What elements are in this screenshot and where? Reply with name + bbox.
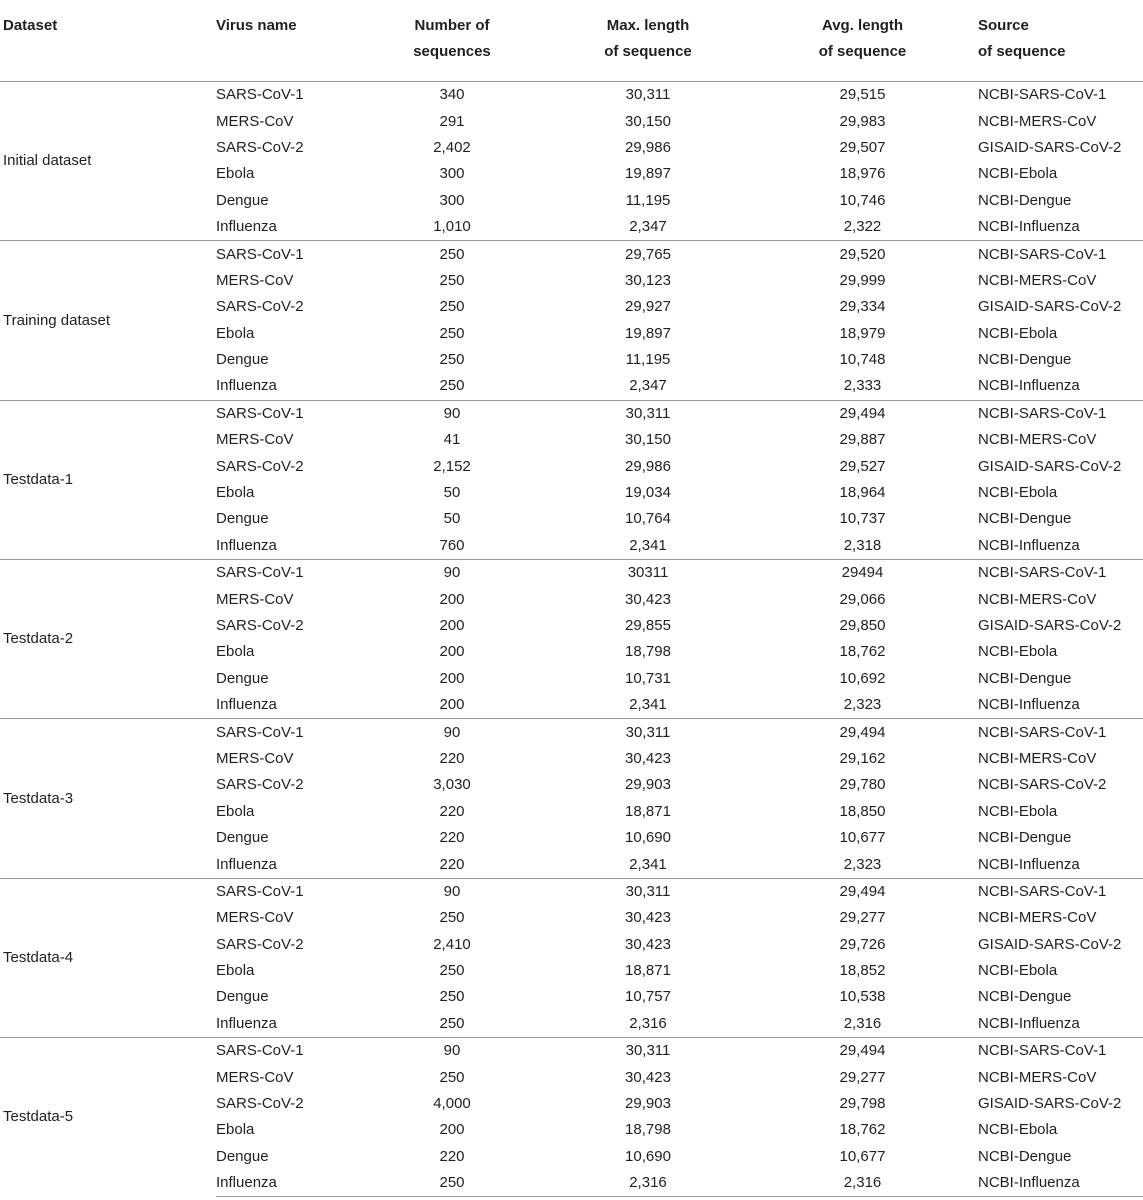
number-of-sequences-cell: 2,152	[433, 457, 471, 475]
max-length-cell: 10,764	[625, 510, 671, 528]
max-length-cell: 30,423	[625, 749, 671, 767]
source-cell: NCBI-SARS-CoV-1	[978, 560, 1143, 587]
max-length-cell: 30,150	[625, 112, 671, 130]
max-length-cell: 18,871	[625, 962, 671, 980]
number-of-sequences-cell: 41	[443, 431, 461, 449]
number-of-sequences-cell: 300	[439, 165, 465, 183]
max-length-cell: 2,316	[549, 1170, 747, 1197]
virus-name-cell: Dengue	[216, 669, 269, 687]
number-of-sequences-cell: 200	[355, 692, 549, 719]
virus-name-cell: Ebola	[216, 962, 255, 980]
source-cell: NCBI-MERS-CoV	[978, 909, 1097, 927]
avg-length-cell: 29494	[747, 560, 978, 587]
number-of-sequences-cell: 200	[439, 669, 465, 687]
max-length-cell: 10,731	[625, 669, 671, 687]
max-length-cell: 30,311	[549, 878, 747, 905]
table-row	[0, 719, 1143, 746]
avg-length-cell: 29,520	[747, 241, 978, 268]
source-cell: NCBI-Dengue	[978, 191, 1072, 209]
virus-name-cell: Ebola	[216, 1121, 255, 1139]
dataset-group-label: Initial dataset	[0, 82, 216, 241]
number-of-sequences-cell: 200	[439, 1121, 465, 1139]
dataset-group-label: Testdata-5	[0, 1038, 216, 1197]
max-length-cell: 2,341	[549, 692, 747, 719]
virus-name-cell: Ebola	[216, 643, 255, 661]
avg-length-cell: 18,852	[839, 962, 886, 980]
avg-length-cell: 10,746	[839, 191, 886, 209]
virus-name-cell: SARS-CoV-1	[216, 719, 355, 746]
source-cell: GISAID-SARS-CoV-2	[978, 617, 1122, 634]
max-length-cell: 19,034	[625, 484, 671, 502]
header-number-of-sequences-line2: sequences	[413, 43, 491, 60]
source-cell: GISAID-SARS-CoV-2	[978, 298, 1122, 316]
virus-name-cell: MERS-CoV	[216, 1068, 294, 1086]
source-cell: NCBI-MERS-CoV	[978, 1068, 1097, 1086]
max-length-cell: 30,123	[625, 271, 671, 289]
virus-name-cell: SARS-CoV-2	[216, 776, 304, 794]
source-cell: NCBI-SARS-CoV-1	[978, 241, 1143, 268]
max-length-cell: 2,347	[549, 214, 747, 241]
max-length-cell: 2,341	[549, 851, 747, 878]
dataset-group-label: Testdata-3	[0, 719, 216, 878]
avg-length-cell: 29,494	[747, 400, 978, 427]
virus-name-cell: SARS-CoV-1	[216, 400, 355, 427]
max-length-cell: 11,195	[625, 351, 671, 369]
virus-name-cell: SARS-CoV-1	[216, 241, 355, 268]
header-virus-name-label: Virus name	[216, 17, 297, 34]
source-cell: NCBI-Dengue	[978, 669, 1072, 687]
header-max-length	[549, 0, 747, 82]
avg-length-cell: 10,538	[839, 988, 886, 1006]
virus-name-cell: MERS-CoV	[216, 431, 294, 449]
avg-length-cell: 18,850	[839, 802, 886, 820]
max-length-cell: 29,765	[549, 241, 747, 268]
source-cell: NCBI-Dengue	[978, 351, 1072, 369]
virus-name-cell: SARS-CoV-1	[216, 82, 355, 109]
source-cell: GISAID-SARS-CoV-2	[978, 935, 1122, 953]
number-of-sequences-cell: 1,010	[355, 214, 549, 241]
number-of-sequences-cell: 220	[439, 749, 465, 767]
number-of-sequences-cell: 220	[439, 829, 465, 847]
virus-name-cell: SARS-CoV-2	[216, 935, 304, 953]
max-length-cell: 10,690	[625, 1147, 671, 1165]
avg-length-cell: 2,316	[747, 1011, 978, 1038]
avg-length-cell: 29,515	[747, 82, 978, 109]
virus-name-cell: MERS-CoV	[216, 749, 294, 767]
max-length-cell: 29,986	[625, 457, 671, 475]
virus-name-cell: Dengue	[216, 988, 269, 1006]
number-of-sequences-cell: 200	[439, 617, 465, 634]
avg-length-cell: 29,494	[747, 1038, 978, 1065]
virus-name-cell: MERS-CoV	[216, 909, 294, 927]
virus-name-cell: Influenza	[216, 373, 355, 400]
avg-length-cell: 29,887	[839, 431, 886, 449]
header-dataset-label: Dataset	[3, 17, 58, 34]
avg-length-cell: 10,748	[839, 351, 886, 369]
source-cell: NCBI-Influenza	[978, 1170, 1143, 1197]
source-cell: NCBI-Ebola	[978, 802, 1058, 820]
avg-length-cell: 2,323	[747, 851, 978, 878]
number-of-sequences-cell: 250	[439, 351, 465, 369]
avg-length-cell: 2,322	[747, 214, 978, 241]
virus-name-cell: Influenza	[216, 1011, 355, 1038]
table-row	[0, 1038, 1143, 1065]
source-cell: NCBI-Dengue	[978, 988, 1072, 1006]
dataset-group-label: Testdata-1	[0, 400, 216, 559]
virus-name-cell: Influenza	[216, 1170, 355, 1197]
max-length-cell: 10,757	[625, 988, 671, 1006]
number-of-sequences-cell: 760	[355, 533, 549, 560]
header-row	[0, 0, 1143, 82]
source-cell: NCBI-Influenza	[978, 851, 1143, 878]
source-cell: NCBI-Ebola	[978, 962, 1058, 980]
virus-name-cell: SARS-CoV-1	[216, 878, 355, 905]
max-length-cell: 29,927	[625, 298, 671, 316]
number-of-sequences-cell: 4,000	[433, 1095, 471, 1113]
virus-name-cell: Ebola	[216, 802, 255, 820]
number-of-sequences-cell: 2,402	[433, 138, 471, 156]
header-source-line2: of sequence	[978, 43, 1066, 60]
source-cell: NCBI-Ebola	[978, 1121, 1058, 1139]
virus-name-cell: SARS-CoV-1	[216, 560, 355, 587]
max-length-cell: 30,423	[625, 935, 671, 953]
header-avg-length-line1: Avg. length	[821, 17, 904, 34]
avg-length-cell: 29,527	[839, 457, 886, 475]
max-length-cell: 2,316	[549, 1011, 747, 1038]
number-of-sequences-cell: 250	[355, 1011, 549, 1038]
source-cell: GISAID-SARS-CoV-2	[978, 457, 1122, 475]
virus-name-cell: SARS-CoV-1	[216, 1038, 355, 1065]
virus-name-cell: Dengue	[216, 1147, 269, 1165]
number-of-sequences-cell: 291	[439, 112, 465, 130]
source-cell: NCBI-Ebola	[978, 643, 1058, 661]
dataset-group-label: Testdata-4	[0, 878, 216, 1037]
dataset-group-label: Training dataset	[0, 241, 216, 400]
number-of-sequences-cell: 250	[439, 988, 465, 1006]
max-length-cell: 29,903	[625, 776, 671, 794]
header-max-length-line1: Max. length	[606, 17, 690, 34]
number-of-sequences-cell: 90	[355, 1038, 549, 1065]
avg-length-cell: 29,494	[747, 719, 978, 746]
number-of-sequences-cell: 220	[439, 802, 465, 820]
table-row	[0, 878, 1143, 905]
virus-name-cell: Ebola	[216, 484, 255, 502]
avg-length-cell: 10,692	[839, 669, 886, 687]
virus-name-cell: MERS-CoV	[216, 590, 294, 608]
number-of-sequences-cell: 200	[439, 643, 465, 661]
max-length-cell: 19,897	[625, 165, 671, 183]
source-cell: NCBI-SARS-CoV-1	[978, 82, 1143, 109]
avg-length-cell: 29,066	[839, 590, 886, 608]
number-of-sequences-cell: 90	[355, 878, 549, 905]
source-cell: NCBI-MERS-CoV	[978, 431, 1097, 449]
source-cell: NCBI-Dengue	[978, 1147, 1072, 1165]
header-number-of-sequences	[355, 0, 549, 82]
avg-length-cell: 10,737	[839, 510, 886, 528]
source-cell: NCBI-Ebola	[978, 324, 1058, 342]
max-length-cell: 30,150	[625, 431, 671, 449]
header-number-of-sequences-line1: Number of	[414, 17, 490, 34]
table-row	[0, 400, 1143, 427]
max-length-cell: 30311	[549, 560, 747, 587]
table-row	[0, 560, 1143, 587]
source-cell: GISAID-SARS-CoV-2	[978, 1095, 1122, 1113]
source-cell: NCBI-SARS-CoV-1	[978, 1038, 1143, 1065]
source-cell: NCBI-MERS-CoV	[978, 271, 1097, 289]
avg-length-cell: 2,333	[747, 373, 978, 400]
virus-name-cell: Influenza	[216, 692, 355, 719]
max-length-cell: 2,347	[549, 373, 747, 400]
source-cell: GISAID-SARS-CoV-2	[978, 138, 1122, 156]
header-source-line1: Source	[978, 17, 1029, 34]
avg-length-cell: 2,318	[747, 533, 978, 560]
avg-length-cell: 18,979	[839, 324, 886, 342]
avg-length-cell: 29,277	[839, 909, 886, 927]
number-of-sequences-cell: 250	[439, 1068, 465, 1086]
avg-length-cell: 18,964	[839, 484, 886, 502]
virus-name-cell: SARS-CoV-2	[216, 1095, 304, 1113]
virus-name-cell: Ebola	[216, 165, 255, 183]
virus-name-cell: Influenza	[216, 214, 355, 241]
virus-name-cell: Dengue	[216, 510, 269, 528]
table-body	[0, 82, 1143, 1197]
number-of-sequences-cell: 50	[443, 510, 461, 528]
number-of-sequences-cell: 340	[355, 82, 549, 109]
virus-name-cell: Influenza	[216, 851, 355, 878]
source-cell: NCBI-Influenza	[978, 533, 1143, 560]
virus-name-cell: Dengue	[216, 829, 269, 847]
avg-length-cell: 29,780	[839, 776, 886, 794]
source-cell: NCBI-Influenza	[978, 214, 1143, 241]
avg-length-cell: 29,850	[839, 617, 886, 634]
max-length-cell: 30,311	[549, 82, 747, 109]
max-length-cell: 2,341	[549, 533, 747, 560]
max-length-cell: 29,986	[625, 138, 671, 156]
avg-length-cell: 29,494	[747, 878, 978, 905]
number-of-sequences-cell: 90	[355, 560, 549, 587]
avg-length-cell: 2,323	[747, 692, 978, 719]
number-of-sequences-cell: 50	[443, 484, 461, 502]
virus-name-cell: SARS-CoV-2	[216, 138, 304, 156]
number-of-sequences-cell: 3,030	[433, 776, 471, 794]
avg-length-cell: 29,726	[839, 935, 886, 953]
max-length-cell: 19,897	[625, 324, 671, 342]
max-length-cell: 30,311	[549, 719, 747, 746]
avg-length-cell: 29,162	[839, 749, 886, 767]
max-length-cell: 30,423	[625, 909, 671, 927]
source-cell: NCBI-Ebola	[978, 484, 1058, 502]
header-avg-length-line2: of sequence	[818, 43, 907, 60]
virus-name-cell: MERS-CoV	[216, 112, 294, 130]
avg-length-cell: 29,983	[839, 112, 886, 130]
avg-length-cell: 10,677	[839, 829, 886, 847]
max-length-cell: 29,903	[625, 1095, 671, 1113]
virus-name-cell: SARS-CoV-2	[216, 617, 304, 634]
avg-length-cell: 2,316	[747, 1170, 978, 1197]
max-length-cell: 30,423	[625, 1068, 671, 1086]
number-of-sequences-cell: 250	[355, 1170, 549, 1197]
max-length-cell: 18,871	[625, 802, 671, 820]
header-virus-name	[216, 0, 355, 82]
avg-length-cell: 18,762	[839, 1121, 886, 1139]
source-cell: NCBI-Influenza	[978, 1011, 1143, 1038]
source-cell: NCBI-Influenza	[978, 692, 1143, 719]
source-cell: NCBI-Influenza	[978, 373, 1143, 400]
virus-name-cell: Influenza	[216, 533, 355, 560]
avg-length-cell: 29,999	[839, 271, 886, 289]
max-length-cell: 10,690	[625, 829, 671, 847]
number-of-sequences-cell: 2,410	[433, 935, 471, 953]
max-length-cell: 18,798	[625, 643, 671, 661]
table-header	[0, 0, 1143, 82]
source-cell: NCBI-Ebola	[978, 165, 1058, 183]
header-source	[978, 0, 1143, 82]
source-cell: NCBI-MERS-CoV	[978, 112, 1097, 130]
header-max-length-line2: of sequence	[604, 43, 692, 60]
table-row	[0, 82, 1143, 109]
virus-name-cell: MERS-CoV	[216, 271, 294, 289]
number-of-sequences-cell: 220	[439, 1147, 465, 1165]
dataset-group-label: Testdata-2	[0, 560, 216, 719]
number-of-sequences-cell: 250	[439, 909, 465, 927]
header-dataset	[0, 0, 216, 82]
max-length-cell: 11,195	[625, 191, 671, 209]
max-length-cell: 30,423	[625, 590, 671, 608]
source-cell: NCBI-SARS-CoV-1	[978, 400, 1143, 427]
source-cell: NCBI-SARS-CoV-1	[978, 878, 1143, 905]
avg-length-cell: 29,277	[839, 1068, 886, 1086]
max-length-cell: 29,855	[625, 617, 671, 634]
avg-length-cell: 29,507	[839, 138, 886, 156]
number-of-sequences-cell: 90	[355, 719, 549, 746]
virus-name-cell: Ebola	[216, 324, 255, 342]
number-of-sequences-cell: 250	[439, 298, 465, 316]
table-row	[0, 241, 1143, 268]
source-cell: NCBI-Dengue	[978, 510, 1072, 528]
source-cell: NCBI-MERS-CoV	[978, 590, 1097, 608]
number-of-sequences-cell: 250	[439, 962, 465, 980]
avg-length-cell: 18,976	[839, 165, 886, 183]
source-cell: NCBI-MERS-CoV	[978, 749, 1097, 767]
number-of-sequences-cell: 250	[439, 324, 465, 342]
virus-name-cell: Dengue	[216, 191, 269, 209]
avg-length-cell: 29,334	[839, 298, 886, 316]
avg-length-cell: 18,762	[839, 643, 886, 661]
header-avg-length	[747, 0, 978, 82]
max-length-cell: 30,311	[549, 1038, 747, 1065]
source-cell: NCBI-SARS-CoV-1	[978, 719, 1143, 746]
source-cell: NCBI-Dengue	[978, 829, 1072, 847]
virus-name-cell: SARS-CoV-2	[216, 457, 304, 475]
number-of-sequences-cell: 250	[355, 373, 549, 400]
number-of-sequences-cell: 90	[355, 400, 549, 427]
source-cell: NCBI-SARS-CoV-2	[978, 776, 1107, 794]
number-of-sequences-cell: 200	[439, 590, 465, 608]
max-length-cell: 18,798	[625, 1121, 671, 1139]
number-of-sequences-cell: 250	[355, 241, 549, 268]
max-length-cell: 30,311	[549, 400, 747, 427]
number-of-sequences-cell: 300	[439, 191, 465, 209]
number-of-sequences-cell: 250	[439, 271, 465, 289]
virus-name-cell: SARS-CoV-2	[216, 298, 304, 316]
avg-length-cell: 10,677	[839, 1147, 886, 1165]
number-of-sequences-cell: 220	[355, 851, 549, 878]
avg-length-cell: 29,798	[839, 1095, 886, 1113]
virus-name-cell: Dengue	[216, 351, 269, 369]
